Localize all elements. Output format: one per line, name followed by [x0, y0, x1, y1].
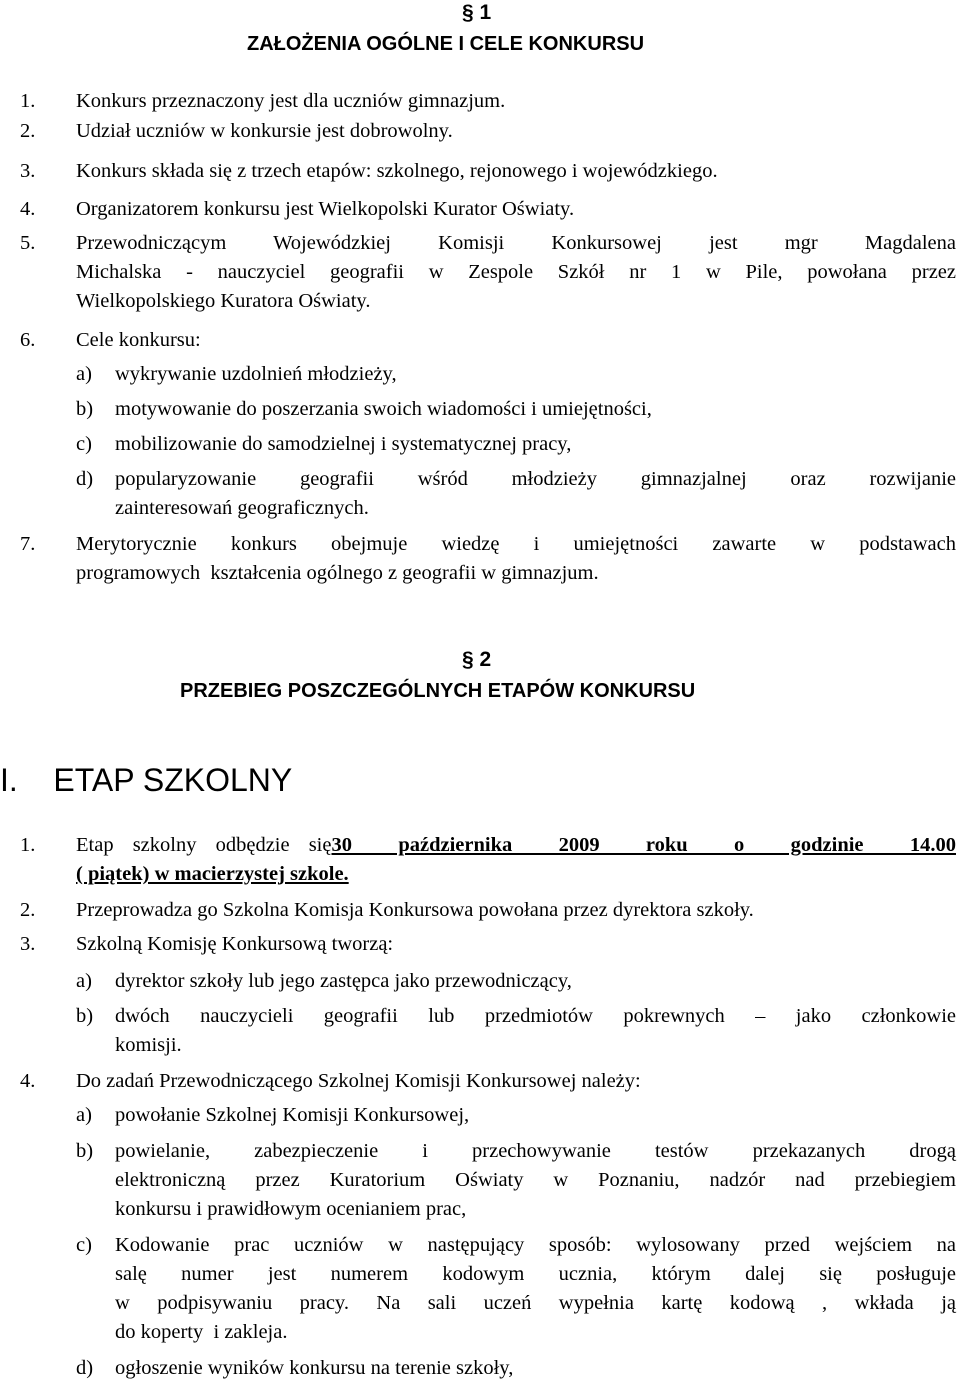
goal-letter: c): [76, 433, 92, 455]
duty-item-line: Kodowanie prac uczniów w następujący sposób: wylosowany przed wejściem na: [115, 1234, 956, 1256]
schedule-line: [76, 831, 956, 860]
list-item: Przeprowadza go Szkolna Komisja Konkursowa powołana przez dyrektora szkoły.: [76, 899, 754, 921]
list-item-number: 3.: [20, 933, 36, 955]
duty-item-line: konkursu i prawidłowym ocenianiem prac,: [115, 1198, 467, 1220]
schedule-place: [76, 860, 349, 889]
list-item: Udział uczniów w konkursie jest dobrowolny.: [76, 120, 453, 142]
stage-title: I. ETAP SZKOLNY: [0, 762, 293, 798]
list-item: Organizatorem konkursu jest Wielkopolski Kurator Oświaty.: [76, 198, 575, 220]
commission-item-line: komisji.: [115, 1034, 182, 1056]
duty-item: ogłoszenie wyników konkursu na terenie szkoły,: [115, 1357, 514, 1379]
goal-item: motywowanie do poszerzania swoich wiadomości i umiejętności,: [115, 398, 652, 420]
list-item: Do zadań Przewodniczącego Szkolnej Komisji Konkursowej należy:: [76, 1070, 641, 1092]
commission-item-line: dwóch nauczycieli geografii lub przedmiotów pokrewnych – jako członkowie: [115, 1005, 956, 1027]
duty-item: powołanie Szkolnej Komisji Konkursowej,: [115, 1104, 470, 1126]
list-item: Konkurs składa się z trzech etapów: szkolnego, rejonowego i wojewódzkiego.: [76, 160, 718, 182]
list-item-line: Przewodniczącym Wojewódzkiej Komisji Konkursowej jest mgr Magdalena: [76, 232, 956, 254]
list-item-number: 2.: [20, 899, 36, 921]
section-heading: PRZEBIEG POSZCZEGÓLNYCH ETAPÓW KONKURSU: [180, 680, 696, 702]
duty-item-line: powielanie, zabezpieczenie i przechowywanie testów przekazanych drogą: [115, 1140, 956, 1162]
list-item-number: 6.: [20, 329, 36, 351]
goal-letter: a): [76, 363, 92, 385]
list-item: Cele konkursu:: [76, 329, 201, 351]
list-item-number: 4.: [20, 1070, 36, 1092]
duty-item-line: do koperty i zakleja.: [115, 1321, 288, 1343]
list-item: Szkolną Komisję Konkursową tworzą:: [76, 933, 394, 955]
list-item-line: programowych kształcenia ogólnego z geografii w gimnazjum.: [76, 562, 599, 584]
schedule-date: 30 października 2009 roku o godzinie 14.00: [331, 834, 956, 856]
schedule-prefix: Etap szkolny odbędzie się: [76, 834, 332, 856]
list-item-line: Michalska - nauczyciel geografii w Zespole Szkół nr 1 w Pile, powołana przez: [76, 261, 956, 283]
goal-item: wykrywanie uzdolnień młodzieży,: [115, 363, 397, 385]
list-item-number: 7.: [20, 533, 36, 555]
goal-letter: d): [76, 468, 94, 490]
list-item-number: 1.: [20, 834, 36, 856]
section-heading: ZAŁOŻENIA OGÓLNE I CELE KONKURSU: [247, 33, 645, 55]
duty-item-line: elektroniczną przez Kuratorium Oświaty w Poznaniu, nadzór nad przebiegiem: [115, 1169, 956, 1191]
section-symbol: § 1: [462, 1, 492, 24]
list-item-line: Wielkopolskiego Kuratora Oświaty.: [76, 290, 371, 312]
duty-letter: d): [76, 1357, 94, 1379]
goal-item-line: popularyzowanie geografii wśród młodzieży gimnazjalnej oraz rozwijanie: [115, 468, 956, 490]
list-item-line: Merytorycznie konkurs obejmuje wiedzę i umiejętności zawarte w podstawach: [76, 533, 956, 555]
section-symbol: § 2: [462, 648, 492, 671]
duty-letter: a): [76, 1104, 92, 1126]
list-item-number: 5.: [20, 232, 36, 254]
commission-item: dyrektor szkoły lub jego zastępca jako przewodniczący,: [115, 970, 572, 992]
duty-letter: b): [76, 1140, 94, 1162]
commission-letter: b): [76, 1005, 94, 1027]
duty-letter: c): [76, 1234, 92, 1256]
duty-item-line: salę numer jest numerem kodowym ucznia, którym dalej się posługuje: [115, 1263, 956, 1285]
list-item: Konkurs przeznaczony jest dla uczniów gimnazjum.: [76, 90, 506, 112]
list-item-number: 1.: [20, 90, 36, 112]
goal-letter: b): [76, 398, 94, 420]
commission-letter: a): [76, 970, 92, 992]
duty-item-line: w podpisywaniu pracy. Na sali uczeń wypełnia kartę kodową , wkłada ją: [115, 1292, 956, 1314]
schedule-place-text: ( piątek) w macierzystej szkole.: [76, 863, 349, 885]
list-item-number: 2.: [20, 120, 36, 142]
goal-item-line: zainteresowań geograficznych.: [115, 497, 369, 519]
list-item-number: 3.: [20, 160, 36, 182]
goal-item: mobilizowanie do samodzielnej i systematycznej pracy,: [115, 433, 572, 455]
list-item-number: 4.: [20, 198, 36, 220]
